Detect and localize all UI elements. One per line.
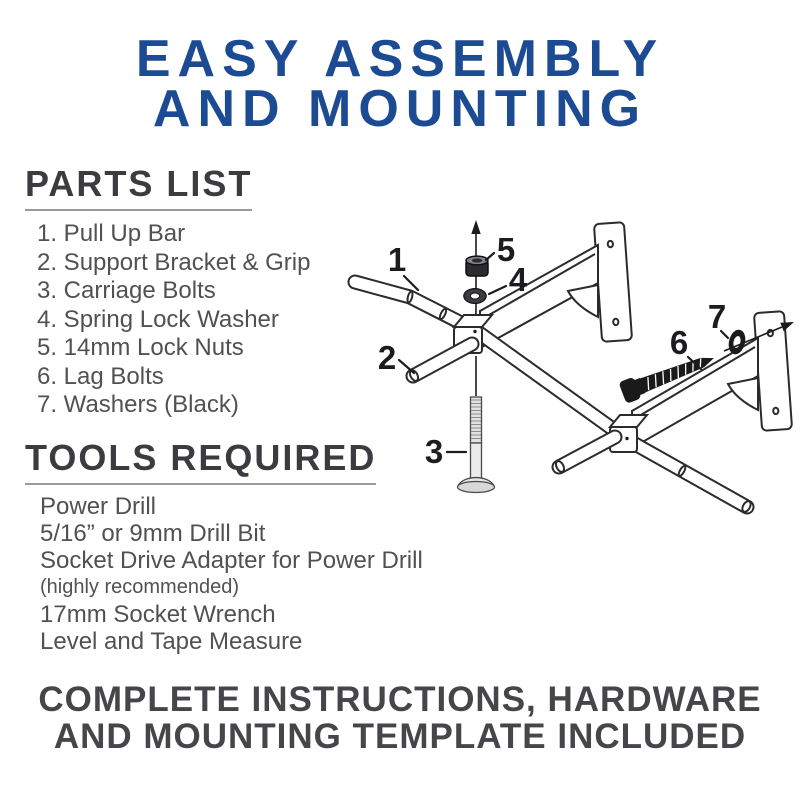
grip-bar-front-1	[408, 344, 472, 382]
callout-3-label: 3	[424, 433, 444, 470]
tools-list	[40, 493, 423, 655]
support-arm-right	[632, 338, 758, 448]
callout-5-label: 5	[496, 231, 516, 268]
title-line-1: EASY ASSEMBLY	[135, 30, 665, 88]
callout-7-label: 7	[707, 298, 727, 335]
parts-list-item-3: 3. Carriage Bolts	[37, 277, 216, 304]
wall-plate-left	[594, 222, 632, 342]
footer-line-1: COMPLETE INSTRUCTIONS, HARDWARE	[38, 680, 762, 719]
parts-list	[37, 220, 310, 420]
parts-list-item-7: 7. Washers (Black)	[37, 391, 239, 418]
tools-required-heading: TOOLS REQUIRED	[25, 437, 376, 485]
parts-list-section	[25, 163, 310, 420]
callout-1-label: 1	[387, 241, 407, 278]
grip-bar-front-2	[554, 437, 615, 473]
tools-list-item-2: 5/16” or 9mm Drill Bit	[40, 520, 266, 547]
parts-list-item-5: 5. 14mm Lock Nuts	[37, 334, 244, 361]
carriage-bolt	[458, 397, 495, 493]
callout-1	[388, 241, 418, 290]
lock-nut	[466, 256, 488, 276]
tools-list-item-1: Power Drill	[40, 493, 157, 520]
callout-3	[425, 433, 466, 470]
parts-list-item-1: 1. Pull Up Bar	[37, 220, 186, 247]
tools-list-item-5: 17mm Socket Wrench	[40, 601, 276, 628]
main-title	[0, 30, 800, 138]
tools-list-item-4: (highly recommended)	[40, 576, 239, 598]
parts-list-item-6: 6. Lag Bolts	[37, 362, 164, 390]
assembly-axis-arrow	[471, 220, 480, 396]
title-line-2: AND MOUNTING	[152, 80, 648, 138]
tools-list-item-3: Socket Drive Adapter for Power Drill	[40, 547, 423, 574]
spring-lock-washer	[464, 289, 486, 304]
callout-5	[486, 231, 515, 268]
wall-plate-right	[754, 311, 792, 431]
footer-line-2: AND MOUNTING TEMPLATE INCLUDED	[53, 717, 747, 756]
parts-list-item-4: 4. Spring Lock Washer	[37, 305, 279, 333]
parts-list-heading: PARTS LIST	[25, 163, 252, 211]
footer-banner	[0, 681, 800, 755]
tools-list-item-6: Level and Tape Measure	[40, 628, 303, 655]
tools-required-section	[25, 437, 423, 655]
callout-7	[708, 298, 728, 338]
callout-4-label: 4	[508, 261, 528, 298]
parts-list-item-2: 2. Support Bracket & Grip	[37, 248, 311, 276]
callout-2-label: 2	[377, 339, 397, 376]
callout-6-label: 6	[669, 324, 689, 361]
